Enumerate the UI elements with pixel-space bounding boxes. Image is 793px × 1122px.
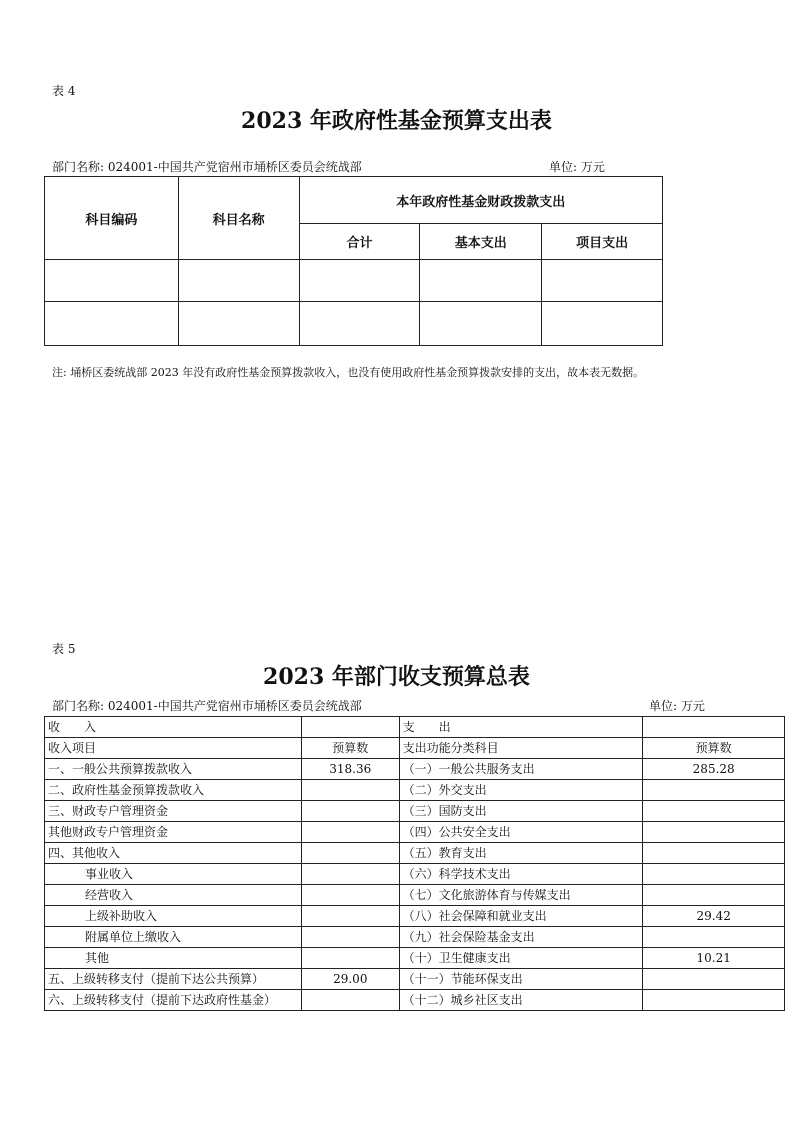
income-value — [301, 780, 399, 801]
income-value — [301, 906, 399, 927]
table-row — [45, 990, 785, 1011]
expense-item: （八）社会保障和就业支出 — [399, 906, 643, 927]
expense-value: 285.28 — [643, 759, 785, 780]
table-row — [45, 759, 785, 780]
income-value — [301, 822, 399, 843]
table-row — [45, 801, 785, 822]
header-name: 科目名称 — [178, 177, 299, 260]
header-group: 本年政府性基金财政拨款支出 — [299, 177, 662, 224]
header-expense-item: 支出功能分类科目 — [399, 738, 643, 759]
expense-value — [643, 885, 785, 906]
header-code: 科目编码 — [45, 177, 179, 260]
expense-value — [643, 801, 785, 822]
header-budget-expense: 预算数 — [643, 738, 785, 759]
income-value — [301, 948, 399, 969]
expense-value — [643, 843, 785, 864]
expense-item: （七）文化旅游体育与传媒支出 — [399, 885, 643, 906]
income-value — [301, 990, 399, 1011]
table4-dept: 部门名称: 024001-中国共产党宿州市埇桥区委员会统战部 — [52, 160, 362, 174]
header-budget-income: 预算数 — [301, 738, 399, 759]
expense-item: （十一）节能环保支出 — [399, 969, 643, 990]
income-item: 经营收入 — [45, 885, 302, 906]
income-item: 附属单位上缴收入 — [45, 927, 302, 948]
table5 — [44, 716, 785, 1011]
expense-value: 29.42 — [643, 906, 785, 927]
income-value — [301, 927, 399, 948]
table-row — [45, 969, 785, 990]
expense-item: （六）科学技术支出 — [399, 864, 643, 885]
expense-item: （九）社会保险基金支出 — [399, 927, 643, 948]
table4-label: 表 4 — [52, 84, 76, 98]
table-row — [45, 927, 785, 948]
header-total: 合计 — [299, 224, 420, 260]
table-row — [45, 948, 785, 969]
income-item: 上级补助收入 — [45, 906, 302, 927]
expense-item: （四）公共安全支出 — [399, 822, 643, 843]
income-item: 事业收入 — [45, 864, 302, 885]
income-value — [301, 843, 399, 864]
table-row — [45, 885, 785, 906]
income-value — [301, 864, 399, 885]
expense-value — [643, 822, 785, 843]
income-item: 三、财政专户管理资金 — [45, 801, 302, 822]
expense-item: （一）一般公共服务支出 — [399, 759, 643, 780]
table-row — [45, 302, 663, 346]
table4-unit: 单位: 万元 — [549, 160, 605, 174]
expense-value — [643, 927, 785, 948]
expense-item: （十二）城乡社区支出 — [399, 990, 643, 1011]
expense-item: （二）外交支出 — [399, 780, 643, 801]
table-row — [45, 780, 785, 801]
table-row — [45, 864, 785, 885]
header-income-item: 收入项目 — [45, 738, 302, 759]
expense-value — [643, 969, 785, 990]
header-project: 项目支出 — [542, 224, 663, 260]
income-value — [301, 885, 399, 906]
expense-value — [643, 990, 785, 1011]
header-basic: 基本支出 — [420, 224, 542, 260]
header-income: 收 入 — [45, 717, 302, 738]
expense-value — [643, 864, 785, 885]
income-item: 五、上级转移支付（提前下达公共预算） — [45, 969, 302, 990]
income-item: 一、一般公共预算拨款收入 — [45, 759, 302, 780]
table-row — [45, 260, 663, 302]
expense-item: （三）国防支出 — [399, 801, 643, 822]
expense-item: （十）卫生健康支出 — [399, 948, 643, 969]
expense-item: （五）教育支出 — [399, 843, 643, 864]
table5-unit: 单位: 万元 — [649, 699, 705, 713]
expense-value: 10.21 — [643, 948, 785, 969]
table-row — [45, 843, 785, 864]
header-expense: 支 出 — [399, 717, 643, 738]
table5-dept: 部门名称: 024001-中国共产党宿州市埇桥区委员会统战部 — [52, 699, 362, 713]
income-value: 29.00 — [301, 969, 399, 990]
table-row — [45, 906, 785, 927]
income-value: 318.36 — [301, 759, 399, 780]
table-row — [45, 822, 785, 843]
table4-note: 注: 埇桥区委统战部 2023 年没有政府性基金预算拨款收入，也没有使用政府性基金预算拨款安排的支出，故本表无数据。 — [52, 366, 645, 379]
income-item: 六、上级转移支付（提前下达政府性基金） — [45, 990, 302, 1011]
table4-title: 2023 年政府性基金预算支出表 — [241, 108, 552, 134]
income-item: 其他财政专户管理资金 — [45, 822, 302, 843]
expense-value — [643, 780, 785, 801]
income-item: 四、其他收入 — [45, 843, 302, 864]
table4 — [44, 176, 663, 346]
income-item: 其他 — [45, 948, 302, 969]
table5-label: 表 5 — [52, 642, 76, 656]
table5-title: 2023 年部门收支预算总表 — [263, 664, 530, 690]
income-item: 二、政府性基金预算拨款收入 — [45, 780, 302, 801]
income-value — [301, 801, 399, 822]
